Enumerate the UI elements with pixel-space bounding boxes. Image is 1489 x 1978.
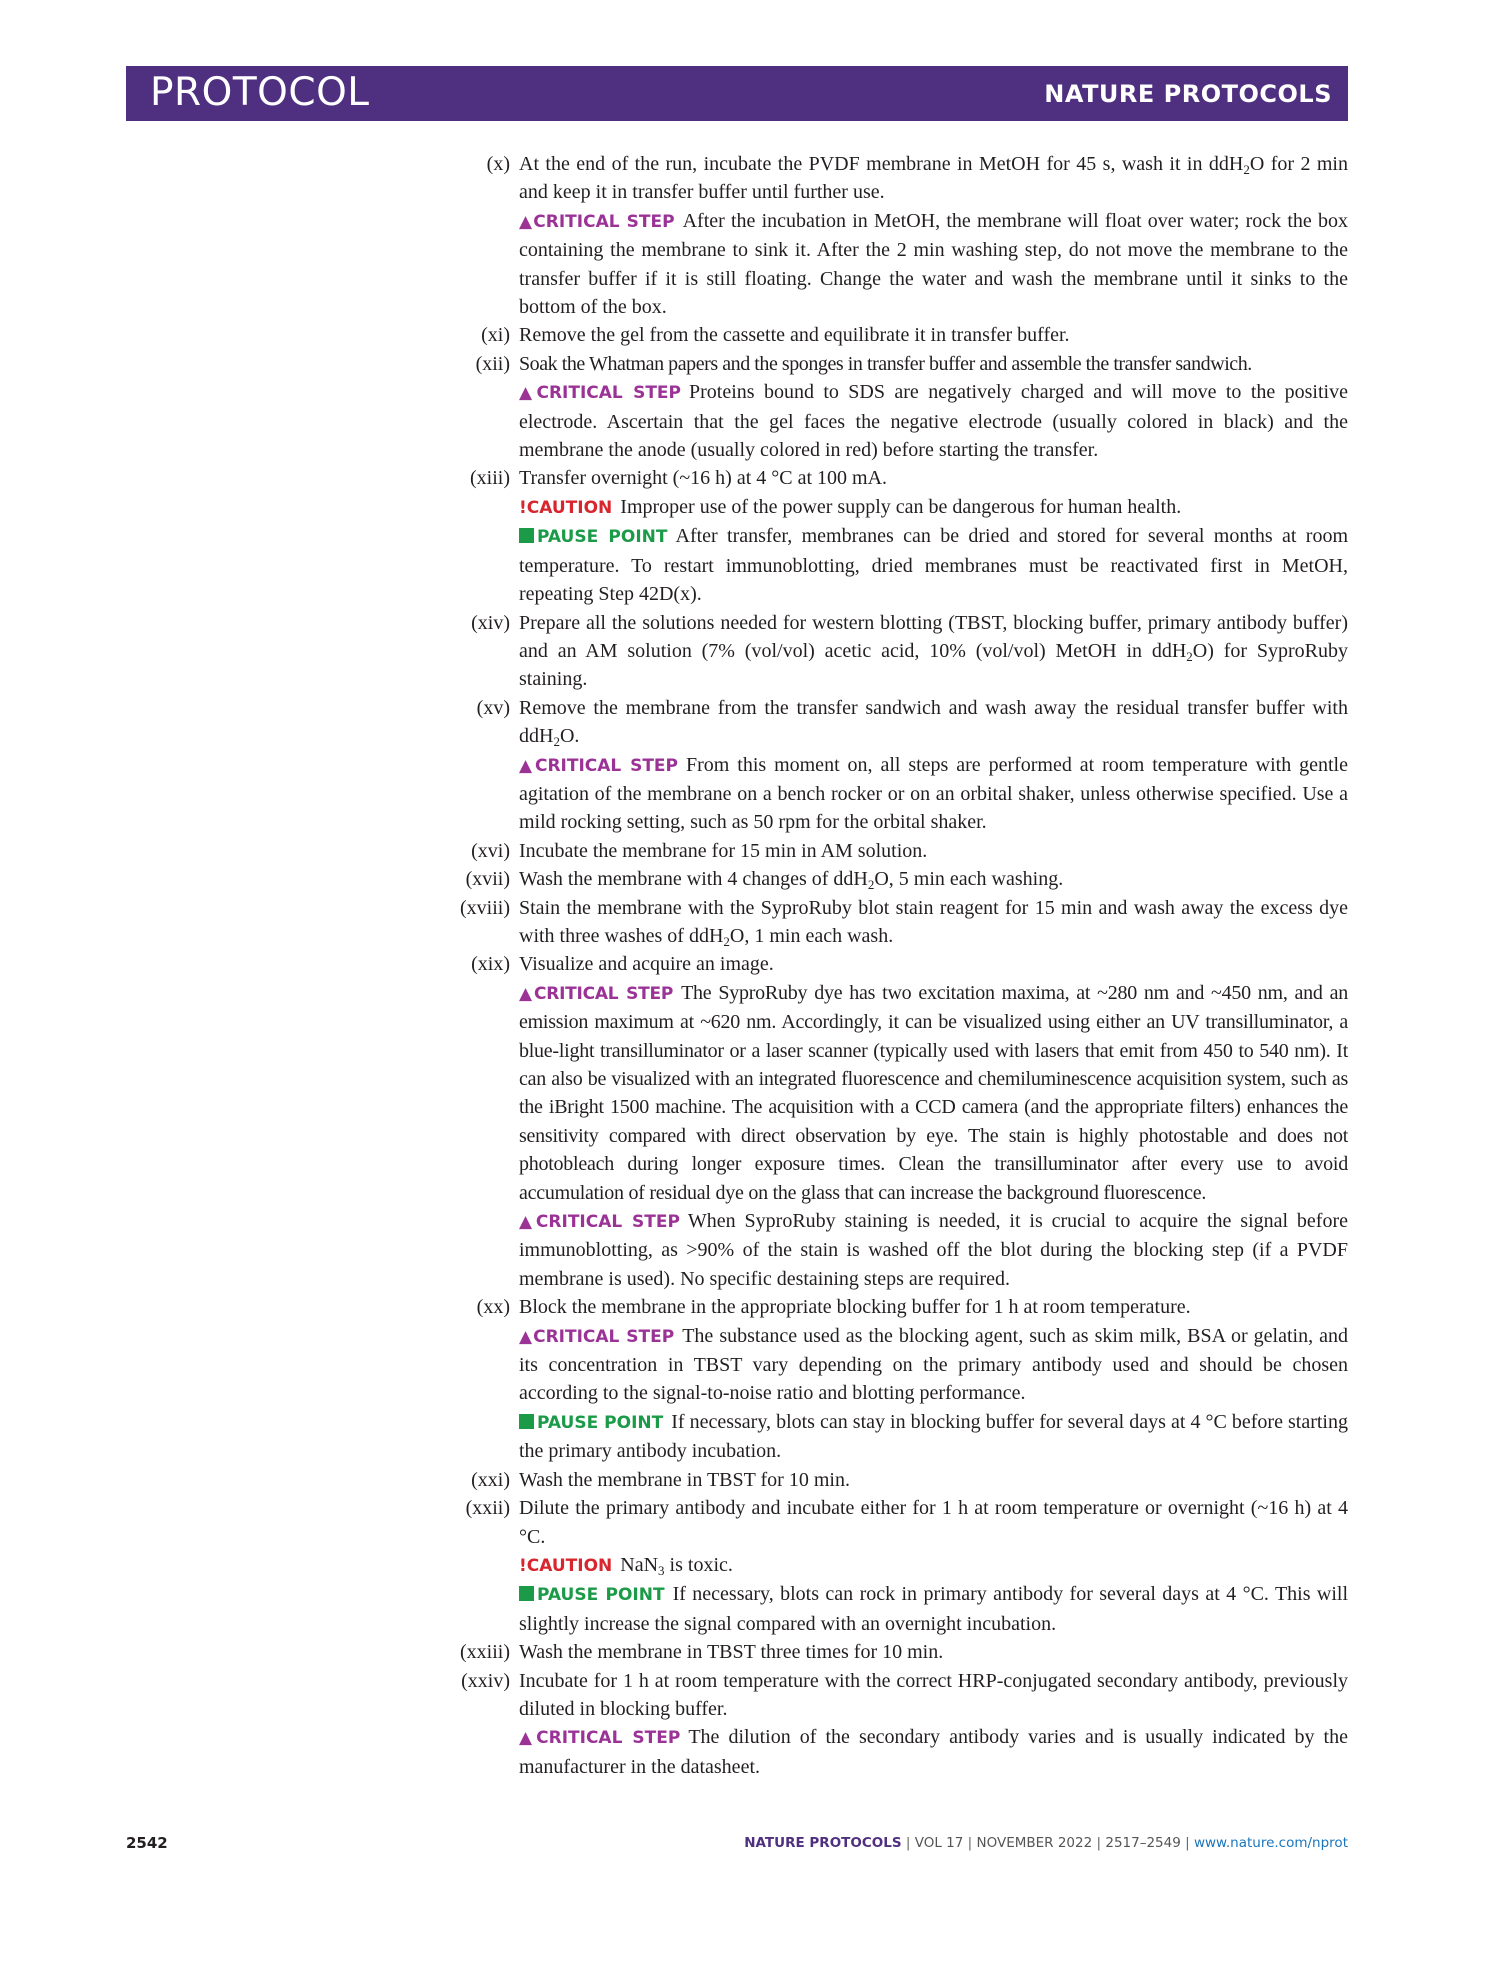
citation-line: NATURE PROTOCOLS | VOL 17 | NOVEMBER 2022 | 2517–2549 | www.nature.com/nprot — [744, 1835, 1348, 1851]
step-number: (xiv) — [471, 611, 510, 634]
step-xxiv — [420, 1667, 1348, 1782]
journal-url-link[interactable]: www.nature.com/nprot — [1193, 1835, 1348, 1851]
step-number: (xx) — [476, 1296, 510, 1319]
critical-step-label: ▲CRITICAL STEP — [519, 755, 679, 776]
step-text: Stain the membrane with the SyproRuby blot stain reagent for 15 min and wash away the excess dye with three washes of ddH$_2$O, 1 min each wash. — [519, 896, 1348, 949]
footer-volume: VOL 17 — [914, 1835, 964, 1851]
critical-step-label: ▲CRITICAL STEP — [519, 1728, 681, 1749]
step-xvi — [420, 837, 1348, 865]
step-text: Transfer overnight (~16 h) at 4 °C at 100 mA. — [519, 467, 888, 490]
critical-step-note: ▲CRITICAL STEP The SyproRuby dye has two excitation maxima, at ~280 nm and ~450 nm, and an emission maximum at ~620 nm. Accordingly, it can be visualized using either an UV transilluminator, a blue-light transilluminator or a laser scanner (typically used with lasers that emit from 450 to 540 nm). It can also be visualized with an integrated fluorescence and chemiluminescence acquisition system, such as the iBright 1500 machine. The acquisition with a CCD camera (and the appropriate filters) enhances the sensitivity compared with direct observation by eye. The stain is highly photostable and does not photobleach during longer exposure times. Clean the transilluminator after every use to avoid accumulation of residual dye on the glass that can increase the background fluorescence. — [519, 981, 1348, 1204]
page-footer — [126, 1834, 1348, 1858]
critical-step-label: ▲CRITICAL STEP — [519, 983, 674, 1004]
caution-note: !CAUTION NaN$_3$ is toxic. — [519, 1553, 733, 1578]
step-text: Incubate for 1 h at room temperature with the correct HRP-conjugated secondary antibody, previously diluted in blocking buffer. — [519, 1669, 1348, 1720]
pause-point-note: PAUSE POINT After transfer, membranes can be dried and stored for several months at room temperature. To restart immunoblotting, dried membranes must be reactivated first in MetOH, repeating Step 42D(x). — [519, 525, 1349, 606]
step-number: (x) — [486, 153, 510, 175]
step-xiv — [420, 609, 1348, 694]
step-text: Block the membrane in the appropriate blocking buffer for 1 h at room temperature. — [519, 1296, 1191, 1319]
step-text: Remove the membrane from the transfer sandwich and wash away the residual transfer buffer with ddH$_2$O. — [519, 696, 1348, 750]
protocol-steps — [420, 150, 1348, 1781]
step-number: (xi) — [481, 324, 510, 347]
step-xii — [420, 350, 1348, 465]
step-xxi — [420, 1466, 1348, 1494]
critical-step-label: ▲CRITICAL STEP — [519, 211, 675, 232]
step-xviii — [420, 894, 1348, 951]
pause-square-icon — [519, 1414, 534, 1429]
step-number: (xvi) — [471, 839, 510, 862]
pause-square-icon — [519, 1586, 534, 1601]
step-text: Visualize and acquire an image. — [519, 953, 774, 976]
step-number: (xxiv) — [461, 1669, 510, 1692]
step-number: (xxiii) — [460, 1641, 510, 1664]
footer-pages: 2517–2549 — [1105, 1835, 1181, 1851]
critical-step-note: ▲CRITICAL STEP When SyproRuby staining is needed, it is crucial to acquire the signal before immunoblotting, as >90% of the stain is washed off the blot during the blocking step (if a PVDF membrane is used). No specific destaining steps are required. — [519, 1210, 1348, 1290]
step-text: Remove the gel from the cassette and equilibrate it in transfer buffer. — [519, 324, 1070, 347]
critical-step-label: ▲CRITICAL STEP — [519, 1212, 680, 1233]
journal-label: NATURE PROTOCOLS — [1044, 80, 1332, 108]
step-text: Soak the Whatman papers and the sponges in transfer buffer and assemble the transfer sandwich. — [519, 352, 1252, 375]
step-number: (xiii) — [470, 467, 510, 490]
step-xxii — [420, 1494, 1348, 1638]
step-text: Wash the membrane with 4 changes of ddH$_2$O, 5 min each washing. — [519, 868, 1064, 893]
page-number: 2542 — [126, 1834, 168, 1852]
critical-step-note: ▲CRITICAL STEP After the incubation in MetOH, the membrane will float over water; rock the box containing the membrane to sink it. After the 2 min washing step, do not move the membrane to the transfer buffer if it is still floating. Change the water and wash the membrane until it sinks to the bottom of the box. — [519, 209, 1349, 319]
pause-point-label: PAUSE POINT — [537, 527, 668, 548]
step-xv — [420, 694, 1348, 837]
step-number: (xxii) — [465, 1497, 510, 1520]
caution-label: !CAUTION — [519, 1555, 613, 1576]
step-text: At the end of the run, incubate the PVDF membrane in MetOH for 45 s, wash it in ddH$_2$O for 2 min and keep it in transfer buffer until further use. — [519, 153, 1348, 204]
step-text: Wash the membrane in TBST for 10 min. — [519, 1468, 850, 1491]
critical-step-note: ▲CRITICAL STEP From this moment on, all steps are performed at room temperature with gentle agitation of the membrane on a bench rocker or on an orbital shaker, unless otherwise specified. Use a mild rocking setting, such as 50 rpm for the orbital shaker. — [519, 753, 1348, 834]
pause-point-label: PAUSE POINT — [537, 1585, 665, 1606]
section-label: PROTOCOL — [150, 70, 370, 115]
pause-point-label: PAUSE POINT — [537, 1412, 664, 1433]
step-text: Dilute the primary antibody and incubate either for 1 h at room temperature or overnight (~16 h) at 4 °C. — [519, 1497, 1348, 1548]
step-number: (xvii) — [465, 868, 510, 891]
step-number: (xix) — [471, 953, 510, 976]
pause-point-note: PAUSE POINT If necessary, blots can rock in primary antibody for several days at 4 °C. This will slightly increase the signal compared with an overnight incubation. — [519, 1583, 1349, 1635]
step-xxiii — [420, 1638, 1348, 1666]
step-number: (xv) — [476, 696, 510, 719]
critical-step-note: ▲CRITICAL STEP The dilution of the secondary antibody varies and is usually indicated by the manufacturer in the datasheet. — [519, 1726, 1348, 1778]
footer-date: NOVEMBER 2022 — [976, 1835, 1093, 1851]
step-text: Incubate the membrane for 15 min in AM solution. — [519, 839, 928, 862]
critical-step-note: ▲CRITICAL STEP The substance used as the blocking agent, such as skim milk, BSA or gelatin, and its concentration in TBST vary depending on the primary antibody used and should be chosen according to the signal-to-noise ratio and blotting performance. — [519, 1324, 1348, 1405]
step-xx — [420, 1293, 1348, 1465]
critical-step-note: ▲CRITICAL STEP Proteins bound to SDS are negatively charged and will move to the positive electrode. Ascertain that the gel faces the negative electrode (usually colored in black) and the membrane the anode (usually colored in red) before starting the transfer. — [519, 381, 1348, 462]
header-banner — [126, 66, 1348, 121]
step-xiii — [420, 464, 1348, 608]
pause-square-icon — [519, 528, 534, 543]
step-xi — [420, 321, 1348, 349]
caution-note: !CAUTION Improper use of the power supply can be dangerous for human health. — [519, 495, 1182, 518]
step-number: (xxi) — [471, 1468, 510, 1491]
step-text: Wash the membrane in TBST three times for 10 min. — [519, 1641, 944, 1664]
pause-point-note: PAUSE POINT If necessary, blots can stay in blocking buffer for several days at 4 °C before starting the primary antibody incubation. — [519, 1410, 1348, 1463]
caution-label: !CAUTION — [519, 497, 613, 518]
step-x — [420, 150, 1348, 321]
step-text: Prepare all the solutions needed for western blotting (TBST, blocking buffer, primary antibody buffer) and an AM solution (7% (vol/vol) acetic acid, 10% (vol/vol) MetOH in ddH$_2$O) for SyproRuby staining. — [519, 611, 1349, 691]
step-number: (xii) — [475, 352, 510, 375]
footer-journal: NATURE PROTOCOLS — [744, 1835, 902, 1851]
step-number: (xviii) — [460, 896, 510, 919]
step-xix — [420, 950, 1348, 1293]
critical-step-label: ▲CRITICAL STEP — [519, 383, 681, 404]
step-xvii — [420, 865, 1348, 893]
critical-step-label: ▲CRITICAL STEP — [519, 1326, 675, 1347]
